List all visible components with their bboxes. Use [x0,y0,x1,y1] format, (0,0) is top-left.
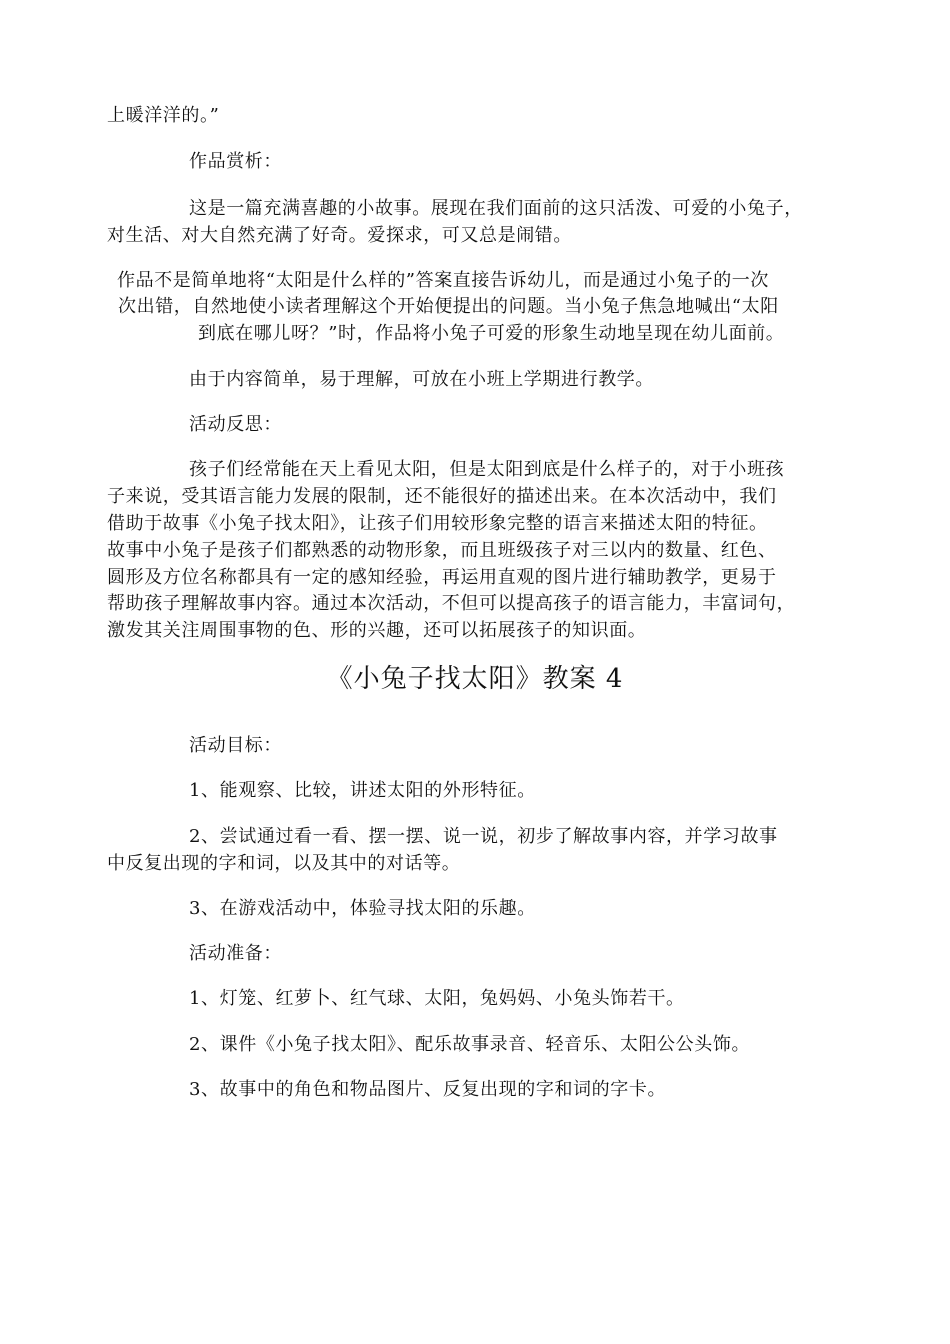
list-item: 3、在游戏活动中，体验寻找太阳的乐趣。 [189,898,536,919]
section-label-preparation: 活动准备： [189,943,282,964]
text-line: 借助于故事《小兔子找太阳》，让孩子们用较形象完整的语言来描述太阳的特征。 [107,513,768,534]
text-line: 到底在哪儿呀？”时，作品将小兔子可爱的形象生动地呈现在幼儿面前。 [198,323,785,344]
text-line: 故事中小兔子是孩子们都熟悉的动物形象，而且班级孩子对三以内的数量、红色、 [107,540,777,561]
text-line: 次出错，自然地使小读者理解这个开始便提出的问题。当小兔子焦急地喊出“太阳 [118,296,779,317]
text-line: 孩子们经常能在天上看见太阳，但是太阳到底是什么样子的，对于小班孩 [189,459,785,480]
list-item: 3、故事中的角色和物品图片、反复出现的字和词的字卡。 [189,1079,667,1100]
text-line: 帮助孩子理解故事内容。通过本次活动，不但可以提高孩子的语言能力，丰富词句， [107,593,796,614]
section-heading: 《小兔子找太阳》教案 4 [326,664,624,694]
list-item: 1、能观察、比较，讲述太阳的外形特征。 [189,780,536,801]
text-line: 对生活、对大自然充满了好奇。爱探求，可又总是闹错。 [107,225,572,246]
list-item: 2、尝试通过看一看、摆一摆、说一说，初步了解故事内容，并学习故事 [189,826,778,847]
section-label-goals: 活动目标： [189,735,282,756]
section-label-reflection: 活动反思： [189,414,282,435]
text-line: 子来说，受其语言能力发展的限制，还不能很好的描述出来。在本次活动中，我们 [107,486,777,507]
text-line: 上暖洋洋的。” [107,105,220,126]
section-label-appreciation: 作品赏析： [189,151,282,172]
text-line: 这是一篇充满喜趣的小故事。展现在我们面前的这只活泼、可爱的小兔子， [189,198,803,219]
text-line: 由于内容简单，易于理解，可放在小班上学期进行教学。 [189,369,654,390]
text-line: 激发其关注周围事物的色、形的兴趣，还可以拓展孩子的知识面。 [107,620,647,641]
list-item: 2、课件《小兔子找太阳》、配乐故事录音、轻音乐、太阳公公头饰。 [189,1034,751,1055]
text-line: 作品不是简单地将“太阳是什么样的”答案直接告诉幼儿，而是通过小兔子的一次 [117,270,770,291]
list-item: 1、灯笼、红萝卜、红气球、太阳，兔妈妈、小兔头饰若干。 [189,988,685,1009]
text-line: 中反复出现的字和词，以及其中的对话等。 [107,853,461,874]
text-line: 圆形及方位名称都具有一定的感知经验，再运用直观的图片进行辅助教学，更易于 [107,567,777,588]
